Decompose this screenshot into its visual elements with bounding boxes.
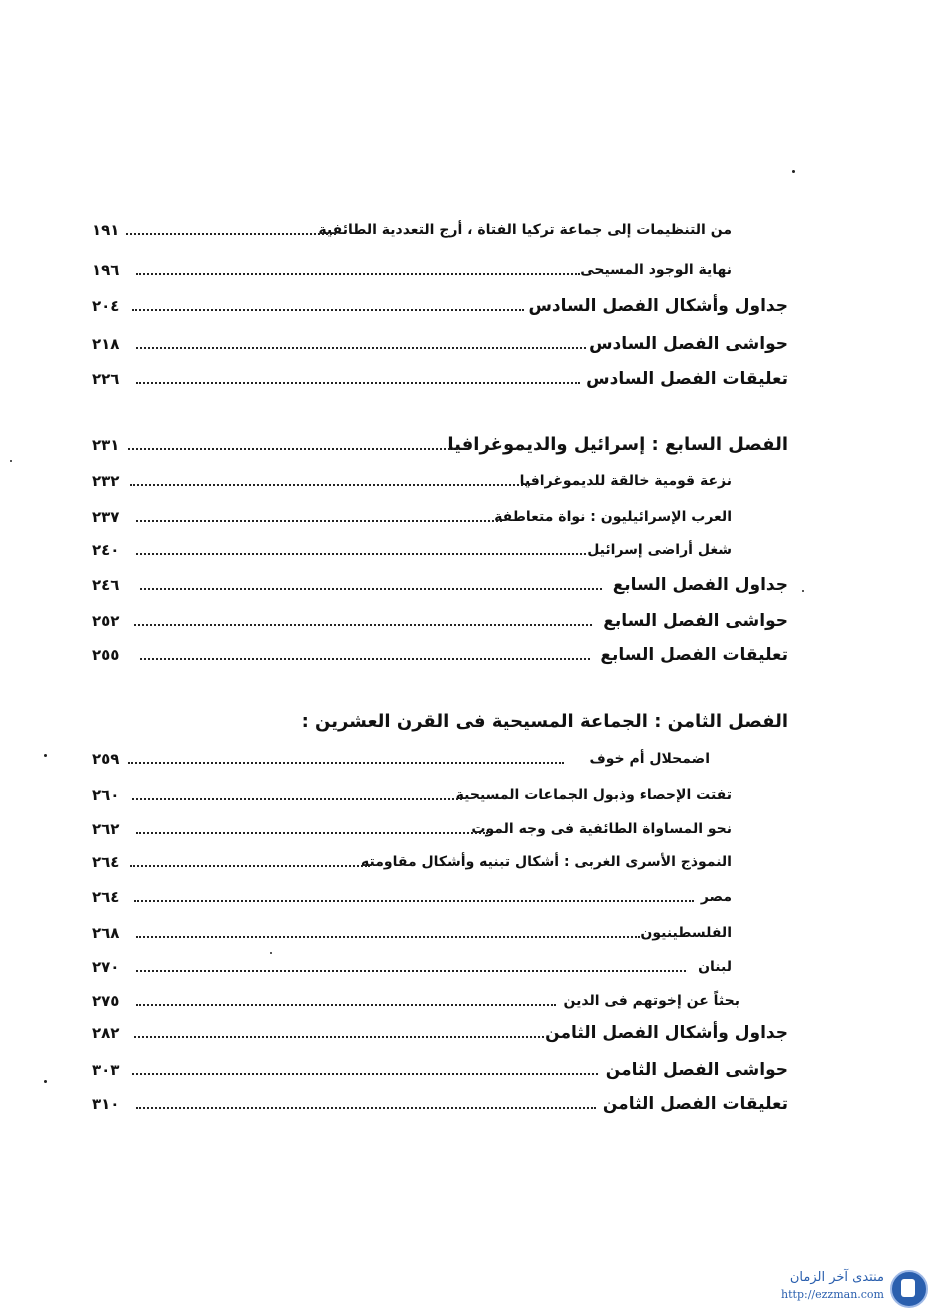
toc-entry[interactable] bbox=[0, 255, 940, 285]
toc-entry[interactable] bbox=[0, 640, 940, 670]
toc-entry-title: حواشى الفصل الثامن bbox=[605, 1060, 788, 1080]
toc-entry-page: ٣١٠ bbox=[92, 1095, 120, 1113]
leader-dots bbox=[136, 520, 502, 522]
toc-entry-title: اضمحلال أم خوف bbox=[589, 751, 710, 767]
toc-entry-page: ٢٢٦ bbox=[92, 370, 120, 388]
toc-entry[interactable] bbox=[0, 570, 940, 600]
leader-dots bbox=[136, 273, 580, 275]
leader-dots bbox=[136, 1107, 596, 1109]
leader-dots bbox=[136, 970, 686, 972]
scan-speck bbox=[802, 590, 804, 592]
toc-entry-title: تفتت الإحصاء وذبول الجماعات المسيحية bbox=[455, 787, 732, 803]
site-name: منتدى آخر الزمان bbox=[789, 1270, 884, 1285]
scan-speck bbox=[44, 1080, 47, 1083]
toc-entry-title: تعليقات الفصل السادس bbox=[586, 369, 788, 389]
toc-entry[interactable] bbox=[0, 329, 940, 359]
toc-entry[interactable] bbox=[0, 780, 940, 810]
toc-entry-page: ٢٦٤ bbox=[92, 888, 120, 906]
toc-entry-title: النموذج الأسرى الغربى : أشكال تبنيه وأشكال مقاومته bbox=[361, 854, 732, 870]
toc-entry[interactable] bbox=[0, 918, 940, 948]
leader-dots bbox=[132, 798, 462, 800]
toc-entry-page: ٢٥٩ bbox=[92, 750, 120, 768]
leader-dots bbox=[136, 832, 488, 834]
site-url[interactable]: http://ezzman.com bbox=[781, 1288, 884, 1301]
toc-entry-page: ٢١٨ bbox=[92, 335, 120, 353]
leader-dots bbox=[136, 1004, 556, 1006]
scan-speck bbox=[792, 170, 795, 173]
toc-entry[interactable] bbox=[0, 1018, 940, 1048]
toc-entry-page: ٢٣٧ bbox=[92, 508, 120, 526]
toc-entry-page: ١٩٦ bbox=[92, 261, 120, 279]
toc-entry-page: ٢٦٠ bbox=[92, 786, 120, 804]
toc-entry-title: جداول وأشكال الفصل السادس bbox=[528, 296, 788, 316]
site-logo-icon bbox=[890, 1270, 928, 1308]
toc-chapter-heading[interactable] bbox=[0, 707, 940, 737]
toc-entry-title: نهاية الوجود المسيحى bbox=[580, 262, 732, 278]
toc-entry[interactable] bbox=[0, 1055, 940, 1085]
toc-entry[interactable] bbox=[0, 215, 940, 245]
toc-entry[interactable] bbox=[0, 535, 940, 565]
toc-entry-title: الفصل الثامن : الجماعة المسيحية فى القرن العشرين : bbox=[301, 711, 788, 732]
toc-entry-page: ٢٦٢ bbox=[92, 820, 120, 838]
toc-entry-title: العرب الإسرائيليون : نواة متعاطفة bbox=[494, 509, 732, 525]
leader-dots bbox=[140, 658, 590, 660]
leader-dots bbox=[128, 762, 564, 764]
leader-dots bbox=[128, 448, 458, 450]
toc-entry[interactable] bbox=[0, 1089, 940, 1119]
leader-dots bbox=[132, 1073, 598, 1075]
leader-dots bbox=[136, 553, 586, 555]
toc-entry-title: شغل أراضى إسرائيل bbox=[587, 542, 732, 558]
toc-entry-page: ٢٧٥ bbox=[92, 992, 120, 1010]
toc-entry-title: لبنان bbox=[698, 959, 732, 975]
toc-entry-title: نزعة قومية خالقة للديموغرافيا bbox=[519, 473, 732, 489]
toc-entry-title: نحو المساواة الطائفية فى وجه الموت bbox=[471, 821, 732, 837]
leader-dots bbox=[136, 382, 580, 384]
toc-entry-title: تعليقات الفصل السابع bbox=[600, 645, 788, 665]
leader-dots bbox=[134, 900, 694, 902]
toc-entry-title: مصر bbox=[700, 889, 732, 905]
toc-entry-page: ٢٥٥ bbox=[92, 646, 120, 664]
scan-speck bbox=[44, 754, 47, 757]
leader-dots bbox=[134, 624, 592, 626]
toc-entry-page: ٢٣١ bbox=[92, 436, 120, 454]
leader-dots bbox=[134, 1036, 544, 1038]
toc-entry[interactable] bbox=[0, 986, 940, 1016]
toc-entry[interactable] bbox=[0, 952, 940, 982]
toc-entry-title: جداول الفصل السابع bbox=[612, 575, 788, 595]
toc-entry-title: بحثاً عن إخوتهم فى الدين bbox=[563, 993, 740, 1009]
toc-entry-page: ٢٤٦ bbox=[92, 576, 120, 594]
leader-dots bbox=[130, 484, 530, 486]
toc-entry[interactable] bbox=[0, 847, 940, 877]
leader-dots bbox=[132, 309, 524, 311]
scan-speck bbox=[10, 460, 12, 462]
toc-entry[interactable] bbox=[0, 466, 940, 496]
toc-entry[interactable] bbox=[0, 814, 940, 844]
toc-entry-page: ٢٨٢ bbox=[92, 1024, 120, 1042]
leader-dots bbox=[136, 936, 640, 938]
toc-entry-page: ٢٦٨ bbox=[92, 924, 120, 942]
toc-entry[interactable] bbox=[0, 606, 940, 636]
toc-entry-title: تعليقات الفصل الثامن bbox=[602, 1094, 788, 1114]
site-watermark[interactable] bbox=[738, 1268, 928, 1308]
toc-entry-page: ١٩١ bbox=[92, 221, 120, 239]
toc-entry[interactable] bbox=[0, 364, 940, 394]
toc-entry-title: الفصل السابع : إسرائيل والديموغرافيا bbox=[447, 434, 788, 455]
toc-entry[interactable] bbox=[0, 882, 940, 912]
toc-entry-title: جداول وأشكال الفصل الثامن bbox=[545, 1023, 788, 1043]
scan-speck bbox=[270, 952, 272, 954]
toc-entry-title: حواشى الفصل السادس bbox=[589, 334, 788, 354]
toc-entry-page: ٢٥٢ bbox=[92, 612, 120, 630]
toc-entry[interactable] bbox=[0, 744, 940, 774]
toc-entry-title: الفلسطينيون bbox=[640, 925, 732, 941]
leader-dots bbox=[136, 347, 586, 349]
toc-entry[interactable] bbox=[0, 291, 940, 321]
toc-entry[interactable] bbox=[0, 502, 940, 532]
leader-dots bbox=[126, 233, 336, 235]
toc-entry-page: ٢٣٢ bbox=[92, 472, 120, 490]
toc-entry-page: ٣٠٣ bbox=[92, 1061, 120, 1079]
toc-entry-page: ٢٤٠ bbox=[92, 541, 120, 559]
toc-chapter-heading[interactable] bbox=[0, 430, 940, 460]
toc-entry-page: ٢٦٤ bbox=[92, 853, 120, 871]
toc-entry-title: حواشى الفصل السابع bbox=[603, 611, 788, 631]
leader-dots bbox=[130, 865, 370, 867]
toc-entry-page: ٢٠٤ bbox=[92, 297, 120, 315]
toc-entry-page: ٢٧٠ bbox=[92, 958, 120, 976]
toc-entry-title: من التنظيمات إلى جماعة تركيا الفتاة ، أرج التعددية الطائفية bbox=[318, 222, 732, 238]
leader-dots bbox=[140, 588, 602, 590]
